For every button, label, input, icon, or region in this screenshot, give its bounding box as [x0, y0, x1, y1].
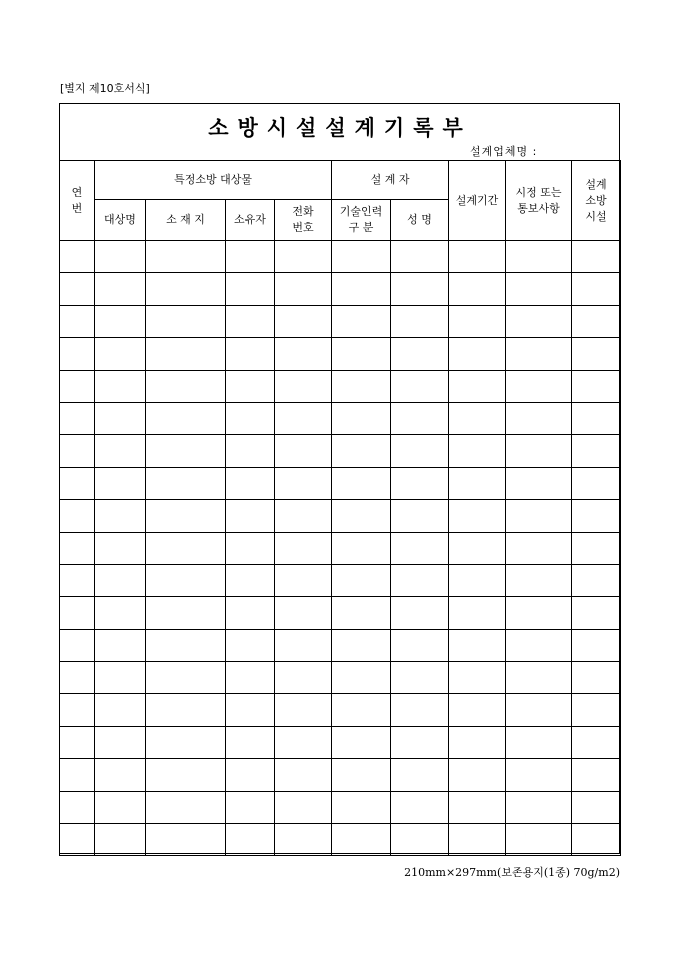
table-cell[interactable] — [275, 532, 332, 564]
table-cell[interactable] — [449, 791, 506, 823]
table-cell[interactable] — [275, 305, 332, 337]
table-cell[interactable] — [60, 435, 95, 467]
table-cell[interactable] — [449, 532, 506, 564]
table-cell[interactable] — [506, 791, 572, 823]
table-cell[interactable] — [572, 532, 621, 564]
table-cell[interactable] — [146, 597, 226, 629]
table-cell[interactable] — [449, 726, 506, 758]
table-cell[interactable] — [226, 726, 275, 758]
table-cell[interactable] — [226, 305, 275, 337]
table-cell[interactable] — [95, 273, 146, 305]
table-cell[interactable] — [506, 338, 572, 370]
table-cell[interactable] — [275, 370, 332, 402]
table-cell[interactable] — [332, 500, 391, 532]
table-cell[interactable] — [572, 759, 621, 791]
table-cell[interactable] — [275, 759, 332, 791]
table-cell[interactable] — [60, 500, 95, 532]
table-cell[interactable] — [391, 629, 449, 661]
table-cell[interactable] — [332, 305, 391, 337]
table-row — [60, 532, 621, 564]
table-cell[interactable] — [60, 791, 95, 823]
table-row — [60, 597, 621, 629]
table-cell[interactable] — [95, 500, 146, 532]
table-cell[interactable] — [449, 564, 506, 596]
table-cell[interactable] — [146, 791, 226, 823]
table-cell[interactable] — [95, 435, 146, 467]
table-cell[interactable] — [506, 694, 572, 726]
table-row — [60, 629, 621, 661]
table-cell[interactable] — [60, 241, 95, 273]
header-owner: 소유자 — [226, 200, 275, 241]
table-cell[interactable] — [449, 402, 506, 434]
table-cell[interactable] — [332, 532, 391, 564]
table-cell[interactable] — [60, 402, 95, 434]
table-cell[interactable] — [391, 305, 449, 337]
table-cell[interactable] — [146, 726, 226, 758]
table-row — [60, 338, 621, 370]
table-cell[interactable] — [275, 435, 332, 467]
table-cell[interactable] — [95, 791, 146, 823]
table-cell[interactable] — [146, 370, 226, 402]
table-cell[interactable] — [95, 629, 146, 661]
table-row — [60, 467, 621, 499]
table-cell[interactable] — [275, 241, 332, 273]
table-cell[interactable] — [226, 273, 275, 305]
table-cell[interactable] — [60, 597, 95, 629]
table-cell[interactable] — [391, 824, 449, 856]
table-cell[interactable] — [332, 435, 391, 467]
table-cell[interactable] — [449, 500, 506, 532]
table-cell[interactable] — [572, 694, 621, 726]
table-cell[interactable] — [60, 694, 95, 726]
table-cell[interactable] — [275, 694, 332, 726]
table-cell[interactable] — [146, 305, 226, 337]
header-construction-notice: 시정 또는 통보사항 — [506, 161, 572, 241]
table-row — [60, 824, 621, 856]
table-cell[interactable] — [449, 759, 506, 791]
table-cell[interactable] — [146, 564, 226, 596]
table-cell[interactable] — [332, 759, 391, 791]
table-cell[interactable] — [60, 273, 95, 305]
table-cell[interactable] — [572, 338, 621, 370]
table-cell[interactable] — [332, 370, 391, 402]
table-cell[interactable] — [226, 662, 275, 694]
table-cell[interactable] — [449, 824, 506, 856]
company-name-label: 설계업체명 : — [470, 145, 538, 158]
table-cell[interactable] — [332, 662, 391, 694]
table-cell[interactable] — [95, 467, 146, 499]
table-cell[interactable] — [95, 402, 146, 434]
table-cell[interactable] — [146, 629, 226, 661]
table-cell[interactable] — [146, 500, 226, 532]
table-cell[interactable] — [226, 824, 275, 856]
table-cell[interactable] — [572, 726, 621, 758]
table-cell[interactable] — [60, 662, 95, 694]
table-cell[interactable] — [146, 824, 226, 856]
table-cell[interactable] — [275, 273, 332, 305]
table-cell[interactable] — [332, 467, 391, 499]
table-cell[interactable] — [226, 370, 275, 402]
table-cell[interactable] — [95, 726, 146, 758]
table-cell[interactable] — [226, 597, 275, 629]
table-cell[interactable] — [572, 824, 621, 856]
table-cell[interactable] — [226, 467, 275, 499]
table-cell[interactable] — [506, 435, 572, 467]
table-cell[interactable] — [506, 629, 572, 661]
table-cell[interactable] — [60, 564, 95, 596]
table-cell[interactable] — [275, 338, 332, 370]
table-cell[interactable] — [572, 564, 621, 596]
header-design-period: 설계기간 — [449, 161, 506, 241]
table-cell[interactable] — [332, 597, 391, 629]
table-cell[interactable] — [95, 370, 146, 402]
table-row — [60, 241, 621, 273]
form-label: [별지 제10호서식] — [60, 82, 150, 95]
table-cell[interactable] — [449, 273, 506, 305]
table-cell[interactable] — [146, 662, 226, 694]
table-cell[interactable] — [391, 338, 449, 370]
table-row — [60, 662, 621, 694]
table-cell[interactable] — [449, 338, 506, 370]
table-cell[interactable] — [391, 759, 449, 791]
table-cell[interactable] — [95, 338, 146, 370]
table-cell[interactable] — [572, 370, 621, 402]
table-cell[interactable] — [146, 402, 226, 434]
table-cell[interactable] — [226, 402, 275, 434]
table-cell[interactable] — [449, 241, 506, 273]
table-cell[interactable] — [391, 435, 449, 467]
table-cell[interactable] — [391, 241, 449, 273]
table-cell[interactable] — [146, 467, 226, 499]
table-cell[interactable] — [506, 597, 572, 629]
table-cell[interactable] — [146, 338, 226, 370]
table-cell[interactable] — [506, 500, 572, 532]
header-designer-group: 설 계 자 — [332, 161, 449, 200]
table-cell[interactable] — [391, 564, 449, 596]
document-title: 소방시설설계기록부 — [208, 115, 472, 140]
table-row — [60, 402, 621, 434]
table-cell[interactable] — [572, 241, 621, 273]
table-cell[interactable] — [60, 629, 95, 661]
table-cell[interactable] — [332, 402, 391, 434]
header-phone: 전화 번호 — [275, 200, 332, 241]
table-cell[interactable] — [275, 500, 332, 532]
table-cell[interactable] — [275, 791, 332, 823]
table-cell[interactable] — [60, 726, 95, 758]
table-cell[interactable] — [226, 694, 275, 726]
table-cell[interactable] — [226, 532, 275, 564]
table-cell[interactable] — [146, 759, 226, 791]
table-cell[interactable] — [226, 241, 275, 273]
table-cell[interactable] — [60, 305, 95, 337]
table-cell[interactable] — [572, 500, 621, 532]
table-cell[interactable] — [332, 791, 391, 823]
table-cell[interactable] — [226, 564, 275, 596]
table-cell[interactable] — [506, 305, 572, 337]
table-cell[interactable] — [95, 597, 146, 629]
table-cell[interactable] — [391, 467, 449, 499]
table-cell[interactable] — [449, 370, 506, 402]
table-cell[interactable] — [275, 467, 332, 499]
table-cell[interactable] — [572, 435, 621, 467]
table-cell[interactable] — [391, 694, 449, 726]
table-cell[interactable] — [332, 338, 391, 370]
table-cell[interactable] — [60, 759, 95, 791]
table-cell[interactable] — [332, 629, 391, 661]
table-cell[interactable] — [506, 241, 572, 273]
table-cell[interactable] — [95, 305, 146, 337]
table-cell[interactable] — [506, 759, 572, 791]
table-cell[interactable] — [391, 726, 449, 758]
header-designed-facility: 설계 소방 시설 — [572, 161, 621, 241]
header-serial: 연 번 — [60, 161, 95, 241]
table-cell[interactable] — [226, 759, 275, 791]
table-cell[interactable] — [95, 824, 146, 856]
table-row — [60, 564, 621, 596]
header-tech-category: 기술인력 구 분 — [332, 200, 391, 241]
table-cell[interactable] — [275, 597, 332, 629]
table-cell[interactable] — [572, 662, 621, 694]
table-cell[interactable] — [95, 759, 146, 791]
table-cell[interactable] — [391, 532, 449, 564]
table-cell[interactable] — [60, 467, 95, 499]
table-cell[interactable] — [226, 338, 275, 370]
table-row — [60, 694, 621, 726]
table-cell[interactable] — [275, 402, 332, 434]
table-cell[interactable] — [95, 694, 146, 726]
table-row — [60, 500, 621, 532]
table-cell[interactable] — [332, 694, 391, 726]
paper-spec-note: 210mm×297mm(보존용지(1종) 70g/m2) — [404, 866, 620, 879]
header-target-group: 특정소방 대상물 — [95, 161, 332, 200]
table-cell[interactable] — [391, 662, 449, 694]
table-cell[interactable] — [572, 597, 621, 629]
table-cell[interactable] — [572, 273, 621, 305]
table-cell[interactable] — [332, 273, 391, 305]
table-cell[interactable] — [60, 338, 95, 370]
table-cell[interactable] — [506, 467, 572, 499]
table-cell[interactable] — [95, 564, 146, 596]
table-cell[interactable] — [95, 532, 146, 564]
table-row — [60, 726, 621, 758]
table-cell[interactable] — [146, 694, 226, 726]
table-cell[interactable] — [391, 402, 449, 434]
table-row — [60, 305, 621, 337]
table-cell[interactable] — [449, 305, 506, 337]
table-row — [60, 370, 621, 402]
table-cell[interactable] — [449, 467, 506, 499]
table-cell[interactable] — [146, 532, 226, 564]
table-cell[interactable] — [391, 597, 449, 629]
table-row — [60, 791, 621, 823]
table-cell[interactable] — [506, 564, 572, 596]
table-row — [60, 759, 621, 791]
header-target-name: 대상명 — [95, 200, 146, 241]
header-name: 성 명 — [391, 200, 449, 241]
table-cell[interactable] — [449, 694, 506, 726]
record-table — [59, 160, 621, 856]
table-row — [60, 273, 621, 305]
table-cell[interactable] — [275, 629, 332, 661]
table-cell[interactable] — [391, 370, 449, 402]
table-cell[interactable] — [506, 402, 572, 434]
table-cell[interactable] — [449, 597, 506, 629]
table-cell[interactable] — [449, 662, 506, 694]
table-cell[interactable] — [60, 824, 95, 856]
table-cell[interactable] — [506, 662, 572, 694]
table-cell[interactable] — [95, 241, 146, 273]
table-cell[interactable] — [506, 273, 572, 305]
table-cell[interactable] — [506, 532, 572, 564]
table-cell[interactable] — [60, 370, 95, 402]
table-cell[interactable] — [506, 726, 572, 758]
table-cell[interactable] — [226, 435, 275, 467]
table-cell[interactable] — [60, 532, 95, 564]
table-cell[interactable] — [506, 824, 572, 856]
table-cell[interactable] — [449, 629, 506, 661]
table-cell[interactable] — [391, 273, 449, 305]
table-cell[interactable] — [332, 726, 391, 758]
table-cell[interactable] — [146, 435, 226, 467]
table-cell[interactable] — [572, 305, 621, 337]
table-cell[interactable] — [391, 500, 449, 532]
table-cell[interactable] — [275, 564, 332, 596]
table-cell[interactable] — [226, 629, 275, 661]
table-cell[interactable] — [275, 824, 332, 856]
table-cell[interactable] — [572, 791, 621, 823]
table-cell[interactable] — [275, 662, 332, 694]
table-cell[interactable] — [506, 370, 572, 402]
table-cell[interactable] — [226, 791, 275, 823]
table-cell[interactable] — [332, 824, 391, 856]
table-cell[interactable] — [95, 662, 146, 694]
table-cell[interactable] — [275, 726, 332, 758]
table-cell[interactable] — [572, 402, 621, 434]
table-cell[interactable] — [146, 273, 226, 305]
table-row — [60, 435, 621, 467]
table-cell[interactable] — [572, 467, 621, 499]
header-location: 소 재 지 — [146, 200, 226, 241]
table-cell[interactable] — [332, 564, 391, 596]
table-cell[interactable] — [391, 791, 449, 823]
table-cell[interactable] — [146, 241, 226, 273]
table-cell[interactable] — [332, 241, 391, 273]
table-cell[interactable] — [572, 629, 621, 661]
table-cell[interactable] — [226, 500, 275, 532]
table-cell[interactable] — [449, 435, 506, 467]
